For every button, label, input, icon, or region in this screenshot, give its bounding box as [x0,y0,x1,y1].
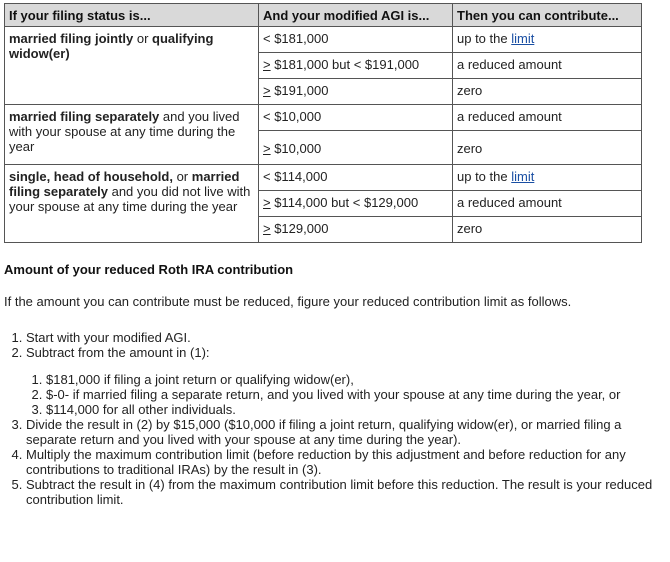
step-text: Subtract from the amount in (1): [26,345,210,360]
table-row [5,105,642,131]
contribute-cell [453,53,642,79]
contribute-text: up to the [457,31,512,46]
contribute-text: a reduced amount [457,195,562,210]
agi-prefix: > [263,57,271,72]
contribute-text: a reduced amount [457,57,562,72]
agi-prefix: > [263,140,271,156]
contribute-text: zero [457,221,483,236]
contribute-cell [453,131,642,165]
status-bold: single, head of household, [9,169,173,184]
table-row [5,27,642,53]
list-item: 4. Multiply the maximum contribution limit (before reduction by this adjustment and before reduction for any contributions to traditional IRAs) by the result in (3). [26,447,658,477]
agi-value: $10,000 [270,109,322,124]
status-text: or [133,31,153,46]
list-item: 1. Start with your modified AGI. [26,330,658,345]
table-header-row [5,4,642,27]
status-bold: married filing separately [9,169,240,199]
status-bold: qualifying widow(er) [9,31,214,61]
agi-prefix: > [263,83,271,98]
agi-value: $181,000 but < $191,000 [270,57,420,72]
list-item: 3. Divide the result in (2) by $15,000 ($10,000 if filing a joint return, qualifying widow(er), or married filing a separate return and you lived with your spouse at any time during the year). [26,417,658,447]
section-heading: Amount of your reduced Roth IRA contribution [4,262,294,277]
contribute-cell [453,79,642,105]
table-row [5,165,642,191]
status-text: and you did not live with your spouse at any time during the year [9,184,251,214]
list-item [26,345,658,417]
agi-prefix: > [263,221,271,236]
contribute-text: a reduced amount [457,109,562,124]
limit-link[interactable]: limit [511,31,535,46]
agi-cell [259,217,453,243]
header-contribute: Then you can contribute... [453,4,642,27]
status-bold: married filing separately [9,109,160,124]
intro-paragraph: If the amount you can contribute must be reduced, figure your reduced contribution limit as follows. [4,294,572,309]
contribute-cell [453,27,642,53]
contribute-text: zero [457,140,483,156]
status-text: or [172,169,192,184]
agi-cell [259,165,453,191]
agi-value: $181,000 [270,31,329,46]
list-item: 5. Subtract the result in (4) from the maximum contribution limit before this reduction. The result is your reduced contribution limit. [26,477,658,507]
contribute-cell [453,191,642,217]
contribute-cell [453,105,642,131]
agi-value: $129,000 [270,221,329,236]
agi-value: $114,000 [270,169,328,184]
filing-status-cell [5,165,259,243]
roth-ira-limits-table [4,3,642,243]
agi-cell [259,105,453,131]
agi-prefix: < [263,169,271,184]
agi-cell [259,79,453,105]
contribute-text: up to the [457,169,512,184]
header-filing-status: If your filing status is... [5,4,259,27]
agi-cell [259,27,453,53]
agi-value: $114,000 but < $129,000 [270,195,419,210]
filing-status-cell [5,27,259,105]
steps-list [4,330,658,507]
status-bold: married filing jointly [9,31,134,46]
sub-steps-list [26,372,658,417]
agi-cell [259,53,453,79]
contribute-text: zero [457,83,483,98]
agi-value: $10,000 [270,140,322,156]
contribute-cell [453,217,642,243]
status-text: and you lived with your spouse at any time during the year [9,109,240,154]
filing-status-cell [5,105,259,165]
agi-prefix: < [263,31,271,46]
agi-cell [259,131,453,165]
agi-prefix: < [263,109,271,124]
limit-link[interactable]: limit [511,169,535,184]
header-modified-agi: And your modified AGI is... [259,4,453,27]
agi-value: $191,000 [270,83,329,98]
agi-cell [259,191,453,217]
contribute-cell [453,165,642,191]
list-item: 2. $-0- if married filing a separate return, and you lived with your spouse at any time during the year, or [46,387,658,402]
agi-prefix: > [263,195,271,210]
list-item: 3. $114,000 for all other individuals. [46,402,658,417]
list-item: 1. $181,000 if filing a joint return or qualifying widow(er), [46,372,658,387]
